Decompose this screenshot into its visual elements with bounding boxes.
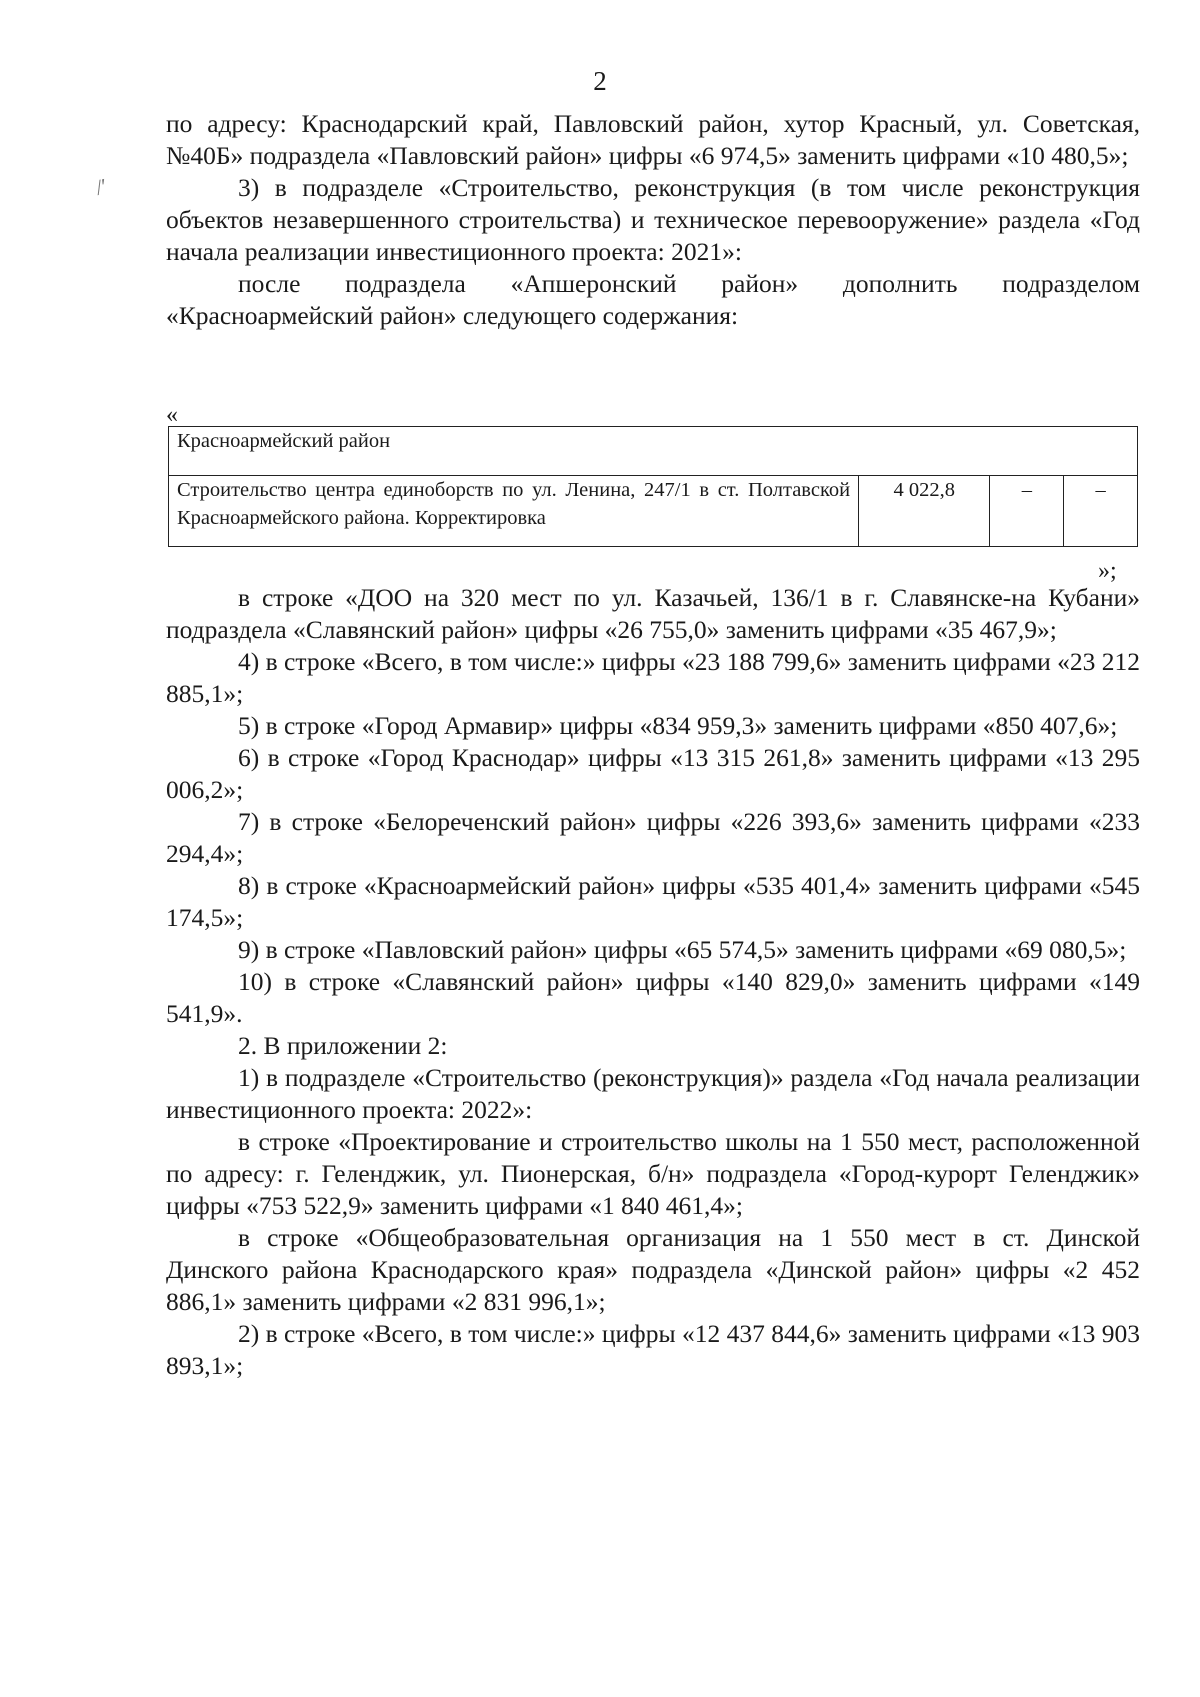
paragraph: 4) в строке «Всего, в том числе:» цифры «23 188 799,6» заменить цифрами «23 212 885,1»; xyxy=(166,647,1140,708)
paragraph: в строке «Общеобразовательная организация на 1 550 мест в ст. Динской Динского района Краснодарского края» подраздела «Динской район» цифры «2 452 886,1» заменить цифрами «2 831 996,1»; xyxy=(166,1223,1140,1316)
open-quote: « xyxy=(166,402,178,428)
paragraph: 2. В приложении 2: xyxy=(238,1031,448,1060)
table-row xyxy=(169,476,1138,547)
dash-cell: – xyxy=(990,476,1064,547)
paragraph: 8) в строке «Красноармейский район» цифры «535 401,4» заменить цифрами «545 174,5»; xyxy=(166,871,1140,932)
paragraph: 10) в строке «Славянский район» цифры «140 829,0» заменить цифрами «149 541,9». xyxy=(166,967,1140,1028)
table-row xyxy=(169,427,1138,476)
project-value-cell: 4 022,8 xyxy=(859,476,990,547)
paragraph: в строке «ДОО на 320 мест по ул. Казачьей, 136/1 в г. Славянске-на Кубани» подраздела «Славянский район» цифры «26 755,0» заменить цифрами «35 467,9»; xyxy=(166,583,1140,644)
paragraph: 7) в строке «Белореченский район» цифры «226 393,6» заменить цифрами «233 294,4»; xyxy=(166,807,1140,868)
paragraph: после подраздела «Апшеронский район» дополнить подразделом «Красноармейский район» следующего содержания: xyxy=(166,269,1140,330)
paragraph: 3) в подразделе «Строительство, реконструкция (в том числе реконструкция объектов незавершенного строительства) и техническое перевооружение» раздела «Год начала реализации инвестиционного проекта: 2021»: xyxy=(166,173,1140,266)
paragraph: 1) в подразделе «Строительство (реконструкция)» раздела «Год начала реализации инвестиционного проекта: 2022»: xyxy=(166,1063,1140,1124)
paragraph: 5) в строке «Город Армавир» цифры «834 959,3» заменить цифрами «850 407,6»; xyxy=(238,711,1118,740)
paragraph: 9) в строке «Павловский район» цифры «65 574,5» заменить цифрами «69 080,5»; xyxy=(238,935,1127,964)
handwritten-mark: /′ xyxy=(93,173,110,200)
close-quote: »; xyxy=(1098,558,1117,584)
dash-cell: – xyxy=(1064,476,1138,547)
inserted-subsection-table xyxy=(168,426,1138,547)
paragraph: по адресу: Краснодарский край, Павловский район, хутор Красный, ул. Советская, №40Б» подраздела «Павловский район» цифры «6 974,5» заменить цифрами «10 480,5»; xyxy=(166,109,1140,170)
paragraph: в строке «Проектирование и строительство школы на 1 550 мест, расположенной по адресу: г. Геленджик, ул. Пионерская, б/н» подраздела «Город-курорт Геленджик» цифры «753 522,9» заменить цифрами «1 840 461,4»; xyxy=(166,1127,1140,1220)
text-block-bottom xyxy=(166,582,1140,1382)
project-name-cell: Строительство центра единоборств по ул. Ленина, 247/1 в ст. Полтавской Красноармейского района. Корректировка xyxy=(169,476,859,547)
paragraph: 6) в строке «Город Краснодар» цифры «13 315 261,8» заменить цифрами «13 295 006,2»; xyxy=(166,743,1140,804)
district-heading-cell: Красноармейский район xyxy=(169,427,1138,476)
paragraph: 2) в строке «Всего, в том числе:» цифры «12 437 844,6» заменить цифрами «13 903 893,1»; xyxy=(166,1319,1140,1380)
page-number: 2 xyxy=(593,66,607,96)
text-block-top xyxy=(166,108,1140,332)
